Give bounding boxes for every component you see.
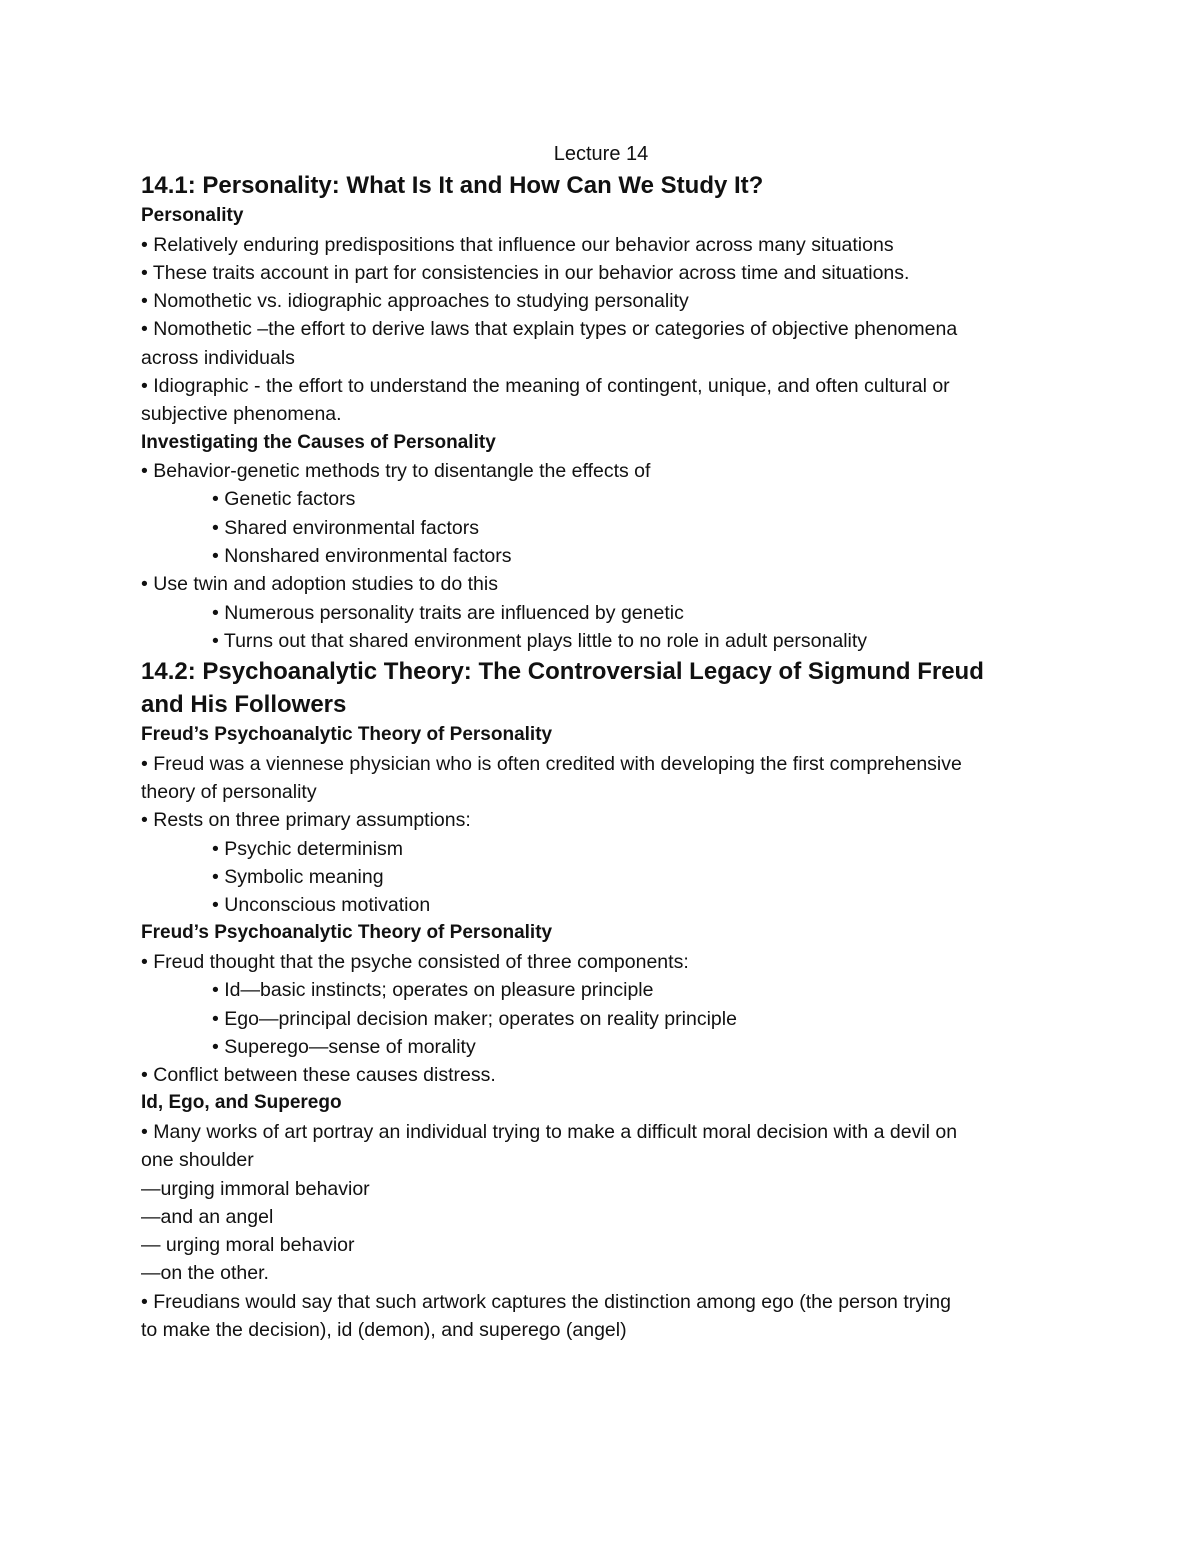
sub-bullet-line: • Genetic factors (212, 488, 356, 511)
text-line: — urging moral behavior (141, 1234, 355, 1257)
text-line: theory of personality (141, 780, 317, 803)
subheading-personality: Personality (141, 205, 244, 226)
sub-bullet-line: • Turns out that shared environment plays little to no role in adult personality (212, 629, 868, 652)
bullet-line: • Relatively enduring predispositions that influence our behavior across many situations (141, 233, 894, 256)
text-line: across individuals (141, 346, 295, 369)
bullet-line: • Conflict between these causes distress. (141, 1064, 496, 1087)
sub-bullet-line: • Psychic determinism (212, 837, 404, 860)
sub-bullet-line: • Superego—sense of morality (212, 1035, 476, 1058)
bullet-line: • Freudians would say that such artwork captures the distinction among ego (the person trying (141, 1290, 952, 1313)
subheading-id-ego-superego: Id, Ego, and Superego (141, 1092, 342, 1114)
section-heading-continued: and His Followers (141, 691, 347, 719)
lecture-title: Lecture 14 (553, 143, 649, 165)
bullet-line: • Behavior-genetic methods try to disentangle the effects of (141, 460, 651, 483)
section-heading: 14.1: Personality: What Is It and How Can We Study It? (141, 172, 764, 199)
bullet-line: • Rests on three primary assumptions: (141, 809, 471, 832)
section-heading: 14.2: Psychoanalytic Theory: The Controversial Legacy of Sigmund Freud (141, 658, 984, 686)
text-line: to make the decision), id (demon), and superego (angel) (141, 1319, 627, 1341)
sub-bullet-line: • Unconscious motivation (212, 894, 431, 917)
bullet-line: • Freud thought that the psyche consisted of three components: (141, 950, 689, 973)
subheading-causes: Investigating the Causes of Personality (141, 431, 496, 453)
subheading-freud-theory: Freud’s Psychoanalytic Theory of Personality (141, 922, 553, 944)
section-14-1 (141, 169, 1061, 655)
bullet-line: • Nomothetic –the effort to derive laws that explain types or categories of objective phenomena (141, 318, 958, 341)
sub-bullet-line: • Numerous personality traits are influenced by genetic (212, 601, 684, 624)
bullet-line: • Idiographic - the effort to understand the meaning of contingent, unique, and often cultural or (141, 374, 950, 397)
bullet-line: • These traits account in part for consistencies in our behavior across time and situations. (141, 261, 910, 284)
section-14-2 (141, 655, 1061, 1344)
bullet-line: • Many works of art portray an individual trying to make a difficult moral decision with a devil on (141, 1120, 958, 1143)
sub-bullet-line: • Nonshared environmental factors (212, 544, 512, 567)
bullet-line: • Freud was a viennese physician who is often credited with developing the first comprehensive (141, 752, 962, 775)
text-line: —urging immoral behavior (141, 1177, 370, 1200)
sub-bullet-line: • Symbolic meaning (212, 865, 384, 888)
document-page (141, 139, 1061, 1344)
bullet-line: • Use twin and adoption studies to do this (141, 573, 498, 596)
sub-bullet-line: • Id—basic instincts; operates on pleasure principle (212, 979, 654, 1002)
text-line: —on the other. (141, 1262, 269, 1285)
bullet-line: • Nomothetic vs. idiographic approaches to studying personality (141, 290, 689, 313)
subheading-freud-theory: Freud’s Psychoanalytic Theory of Personality (141, 724, 553, 746)
sub-bullet-line: • Shared environmental factors (212, 516, 479, 539)
text-line: one shoulder (141, 1149, 254, 1172)
text-line: —and an angel (141, 1205, 274, 1228)
text-line: subjective phenomena. (141, 403, 342, 426)
sub-bullet-line: • Ego—principal decision maker; operates on reality principle (212, 1007, 737, 1030)
